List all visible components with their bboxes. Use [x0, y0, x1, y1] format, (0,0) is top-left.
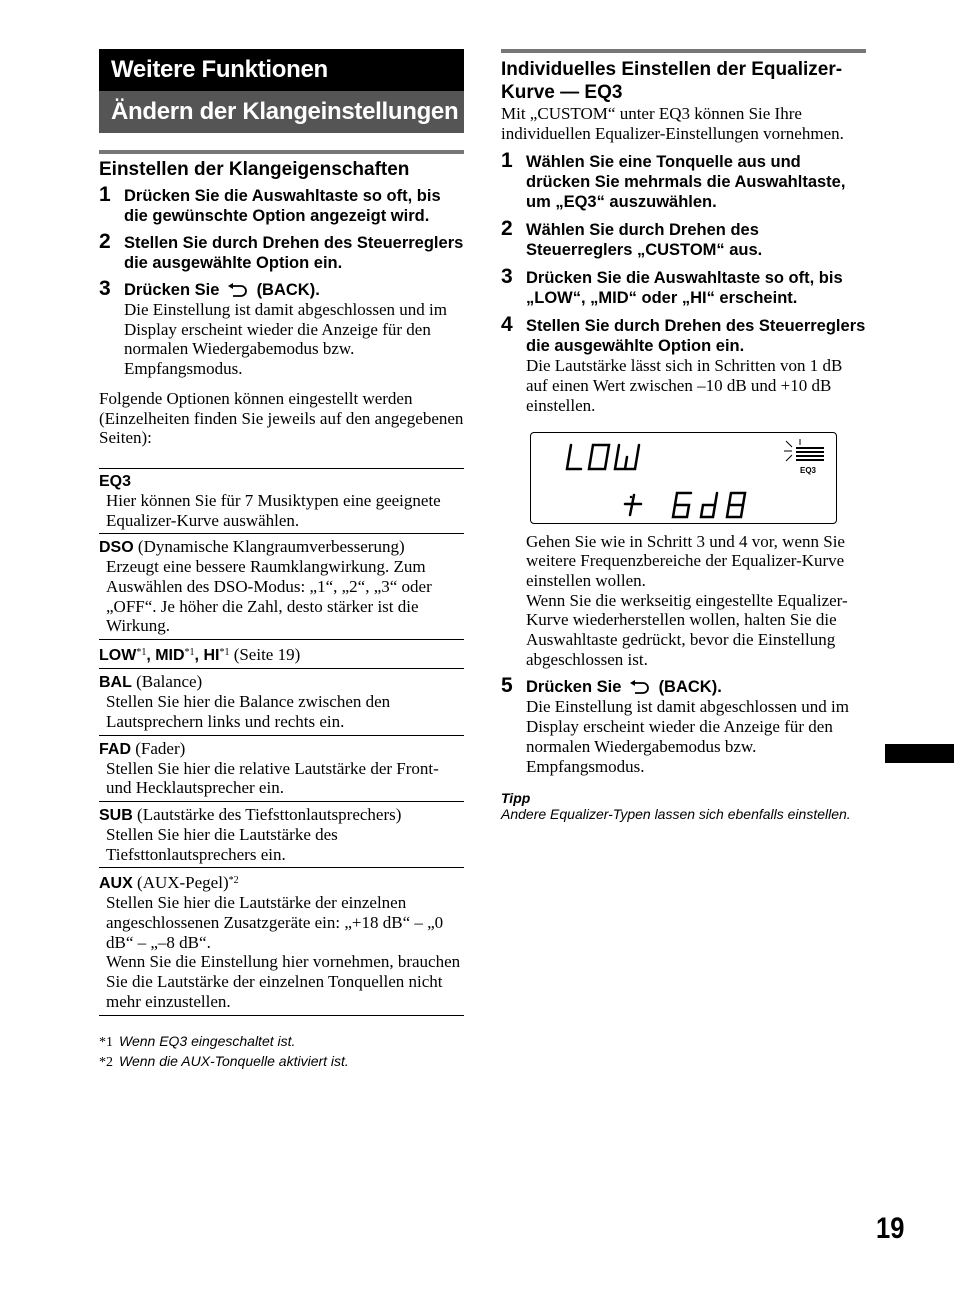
tip-label: Tipp [501, 790, 531, 807]
option-term-hi: , HI [194, 647, 220, 665]
option-desc: Hier können Sie für 7 Musiktypen eine geeignete Equalizer-Kurve auswählen. [106, 490, 441, 530]
footnote-ref: *1 [184, 647, 195, 659]
step-title: Wählen Sie durch Drehen des Steuerreglers „CUSTOM“ aus. [526, 221, 763, 260]
after-display-text [501, 532, 866, 670]
section-title: Weitere Funktionen [99, 49, 464, 91]
option-extra: (Fader) [131, 738, 186, 758]
step-title: Wählen Sie eine Tonquelle aus und drücken Sie mehrmals die Auswahltaste, um „EQ3“ auszuwählen. [526, 153, 846, 212]
footnote-2 [99, 1052, 464, 1072]
after-display-1: Gehen Sie wie in Schritt 3 und 4 vor, wenn Sie weitere Frequenzbereiche der Equalizer-Kurve einstellen wollen. [526, 531, 845, 590]
step-1 [99, 183, 464, 226]
footnote-1 [99, 1032, 464, 1052]
step-title: Stellen Sie durch Drehen des Steuerreglers die ausgewählte Option ein. [124, 234, 464, 272]
after-display-2: Wenn Sie die werkseitig eingestellte Equalizer-Kurve wiederherstellen wollen, halten Sie die Auswahltaste gedrückt, bevor die Einstellung abgeschlossen ist. [526, 590, 848, 669]
option-dso [99, 534, 464, 640]
heading-rule [501, 49, 866, 53]
step-5 [501, 674, 866, 776]
option-term: BAL [99, 674, 132, 692]
option-term: DSO [99, 539, 134, 557]
display-illustration [530, 432, 837, 524]
option-extra: (Lautstärke des Tiefsttonlautsprechers) [132, 804, 402, 824]
option-extra: (AUX-Pegel) [132, 873, 229, 893]
option-extra: (Seite 19) [229, 645, 301, 665]
option-desc: Stellen Sie hier die Lautstärke der einzelnen angeschlossenen Zusatzgeräte ein: „+18 dB“ – „0 dB“ – „–8 dB“. [106, 893, 444, 952]
right-column [501, 49, 866, 823]
footnote-text: Wenn die AUX-Tonquelle aktiviert ist. [119, 1052, 349, 1069]
step-number: 1 [99, 183, 111, 206]
option-desc-2: Wenn Sie die Einstellung hier vornehmen, brauchen Sie die Lautstärke der einzelnen Tonquellen nicht mehr einzustellen. [106, 952, 461, 1011]
step-title-after: (BACK). [256, 281, 320, 299]
footnote-ref: *1 [219, 647, 230, 659]
step-2 [99, 230, 464, 273]
step-body: Die Einstellung ist damit abgeschlossen und im Display erscheint wieder die Anzeige für den normalen Wiedergabemodus bzw. Empfangsmodus. [124, 300, 447, 379]
step-body: Die Einstellung ist damit abgeschlossen und im Display erscheint wieder die Anzeige für den normalen Wiedergabemodus bzw. Empfangsmodus. [526, 697, 849, 776]
subsection-title: Ändern der Klangeinstellungen [99, 91, 464, 133]
option-low-mid-hi [99, 640, 464, 669]
eq-icon [782, 437, 830, 477]
step-title [124, 280, 464, 300]
option-desc: Stellen Sie hier die relative Lautstärke der Front- und Hecklautsprecher ein. [106, 758, 439, 798]
option-eq3 [99, 469, 464, 534]
option-extra: (Dynamische Klangraumverbesserung) [133, 537, 405, 557]
option-sub [99, 802, 464, 868]
section-heading: Einstellen der Klangeigenschaften [99, 159, 410, 180]
tip-box [501, 790, 866, 823]
step-title: Drücken Sie die Auswahltaste so oft, bis „LOW“, „MID“ oder „HI“ erscheint. [526, 269, 843, 308]
option-desc: Erzeugt eine bessere Raumklangwirkung. Zum Auswählen des DSO-Modus: „1“, „2“, „3“ oder „OFF“. Je höher die Zahl, desto stärker ist die Wirkung. [106, 557, 432, 636]
option-term: EQ3 [99, 472, 132, 490]
step-title-before: Drücken Sie [124, 281, 220, 299]
step-number: 3 [99, 277, 111, 300]
step-3 [501, 265, 866, 308]
option-aux [99, 868, 464, 1015]
step-number: 5 [501, 674, 513, 698]
step-4 [501, 313, 866, 415]
eq-badge-text: EQ3 [799, 465, 817, 475]
step-body: Die Lautstärke lässt sich in Schritten von 1 dB auf einen Wert zwischen –10 dB und +10 dB einstellen. [526, 356, 843, 415]
tip-text: Andere Equalizer-Typen lassen sich ebenfalls einstellen. [501, 806, 851, 823]
footnote-ref: *1 [136, 647, 147, 659]
option-term: SUB [99, 806, 133, 824]
option-extra: (Balance) [131, 672, 203, 692]
option-term: FAD [99, 740, 131, 758]
option-fad [99, 736, 464, 802]
step-title-after: (BACK). [658, 678, 722, 697]
back-icon [629, 680, 651, 694]
step-number: 2 [99, 230, 111, 253]
option-desc: Stellen Sie hier die Lautstärke des Tiefsttonlautsprechers ein. [106, 824, 338, 864]
section-heading: Individuelles Einstellen der Equalizer-Kurve — EQ3 [501, 59, 843, 103]
footnotes [99, 1032, 464, 1072]
options-intro: Folgende Optionen können eingestellt werden (Einzelheiten finden Sie jeweils auf den angegebenen Seiten): [99, 388, 464, 448]
footnote-text: Wenn EQ3 eingeschaltet ist. [119, 1032, 296, 1049]
step-number: 4 [501, 313, 513, 337]
option-term-low: LOW [99, 647, 137, 665]
section-tab-marker [885, 744, 954, 763]
step-title [526, 677, 866, 697]
section-intro: Mit „CUSTOM“ unter EQ3 können Sie Ihre individuellen Equalizer-Einstellungen vornehmen. [501, 104, 844, 143]
step-number: 1 [501, 149, 513, 173]
back-icon [227, 283, 249, 297]
footnote-ref: *2 [228, 875, 239, 887]
page-number: 19 [875, 1212, 904, 1245]
step-number: 3 [501, 265, 513, 289]
step-1 [501, 149, 866, 212]
heading-rule [99, 150, 464, 154]
option-desc: Stellen Sie hier die Balance zwischen den Lautsprechern links und rechts ein. [106, 692, 391, 731]
step-title: Drücken Sie die Auswahltaste so oft, bis die gewünschte Option angezeigt wird. [124, 187, 441, 225]
footnote-mark: *1 [99, 1034, 113, 1050]
options-table [99, 468, 464, 1016]
step-3 [99, 277, 464, 379]
step-title: Stellen Sie durch Drehen des Steuerreglers die ausgewählte Option ein. [526, 317, 866, 356]
step-2 [501, 217, 866, 260]
option-term-mid: , MID [146, 647, 185, 665]
step-title-before: Drücken Sie [526, 678, 622, 697]
option-bal [99, 669, 464, 735]
step-number: 2 [501, 217, 513, 241]
option-term: AUX [99, 875, 133, 893]
footnote-mark: *2 [99, 1054, 113, 1070]
left-column [99, 49, 464, 1072]
